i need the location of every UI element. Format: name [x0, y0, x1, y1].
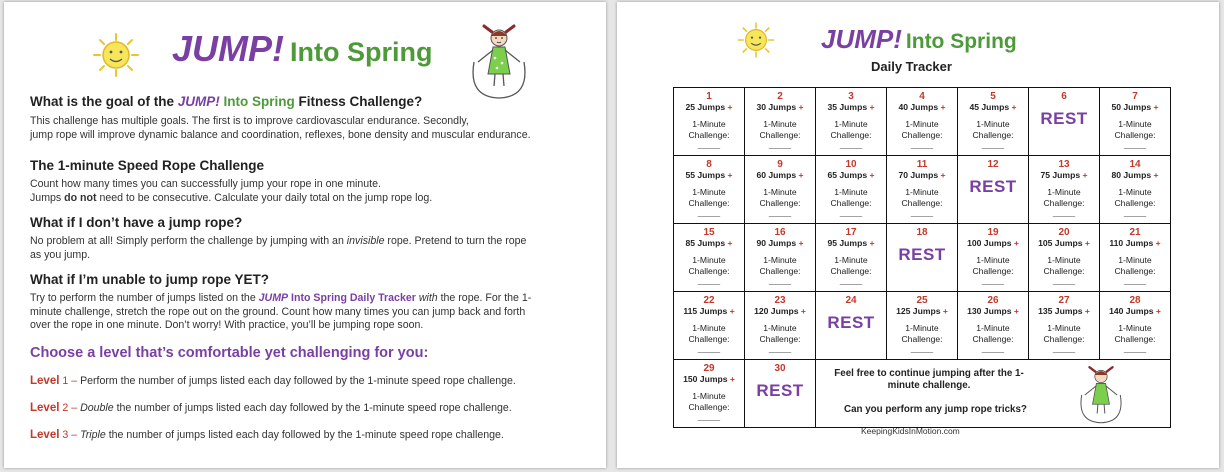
challenge-blank: _____ — [1052, 344, 1076, 353]
challenge-blank: _____ — [697, 140, 721, 149]
challenge-label-2: Challenge: — [830, 129, 872, 140]
final-note: Feel free to continue jumping after the 1-minute challenge. — [834, 368, 1024, 391]
day-cell — [674, 360, 745, 428]
jump-count-text: 150 Jumps — [683, 374, 728, 384]
day-number: 24 — [845, 295, 857, 306]
plus-sign: + — [869, 170, 875, 180]
challenge-label: 1-Minute — [692, 323, 726, 333]
challenge-label: 1-Minute — [1118, 119, 1152, 129]
challenge-label-2: Challenge: — [759, 129, 801, 140]
unable-line-3: over the rope in one minute. Don’t worry! With practice, you’ll be jumping rope soon. — [30, 319, 424, 331]
plus-sign: + — [942, 306, 948, 316]
challenge-label: 1-Minute — [834, 119, 868, 129]
day-number: 22 — [703, 295, 715, 306]
challenge-blank: _____ — [697, 208, 721, 217]
plus-sign: + — [727, 238, 733, 248]
challenge-label: 1-Minute — [763, 323, 797, 333]
challenge-blank: _____ — [1123, 344, 1147, 353]
challenge-label-2: Challenge: — [688, 333, 730, 344]
level-2 — [30, 402, 512, 414]
jump-count-text: 65 Jumps — [827, 170, 868, 180]
challenge-label-2: Challenge: — [759, 333, 801, 344]
plus-sign: + — [1155, 306, 1161, 316]
speed-heading: The 1-minute Speed Rope Challenge — [30, 158, 265, 173]
challenge-label: 1-Minute — [834, 187, 868, 197]
footer-website: KeepingKidsInMotion.com — [861, 426, 960, 436]
speed-line-2-a: Jumps — [30, 191, 65, 204]
jump-count-text: 120 Jumps — [754, 306, 799, 316]
day-cell — [674, 88, 745, 156]
challenge-blank: _____ — [1123, 140, 1147, 149]
challenge-label-2: Challenge: — [688, 129, 730, 140]
day-number: 29 — [703, 363, 715, 374]
day-number: 26 — [987, 295, 999, 306]
jump-count — [674, 306, 744, 317]
jump-count — [958, 238, 1028, 249]
sun-icon — [86, 32, 146, 78]
jump-count-text: 90 Jumps — [756, 238, 797, 248]
speed-line-2-b: need to be consecutive. Calculate your daily total on the jump rope log. — [96, 191, 433, 204]
day-number: 18 — [916, 227, 928, 238]
challenge-label-2: Challenge: — [1114, 265, 1156, 276]
tracker-week-row — [674, 360, 1171, 428]
jump-count-text: 40 Jumps — [898, 102, 939, 112]
challenge-label: 1-Minute — [763, 255, 797, 265]
challenge-label-2: Challenge: — [1043, 265, 1085, 276]
level-emphasis: Triple — [80, 429, 106, 441]
challenge-blank: _____ — [910, 140, 934, 149]
unable-line-1-italic: with — [418, 292, 438, 304]
tracker-week-row — [674, 224, 1171, 292]
plus-sign: + — [1153, 170, 1159, 180]
jump-count-text: 125 Jumps — [896, 306, 941, 316]
jump-count — [674, 374, 744, 385]
plus-sign: + — [1084, 306, 1090, 316]
level-number: 1 — [62, 375, 69, 387]
rest-label: REST — [969, 177, 1017, 196]
challenge-label: 1-Minute — [905, 187, 939, 197]
jump-count — [1100, 170, 1170, 181]
plus-sign: + — [798, 102, 804, 112]
challenge-blank: _____ — [1123, 276, 1147, 285]
day-cell — [816, 88, 887, 156]
day-number: 30 — [774, 363, 786, 374]
jump-count — [816, 170, 886, 181]
no-rope-line-1-italic: invisible — [346, 235, 385, 247]
plus-sign: + — [729, 306, 735, 316]
title-jump: JUMP! — [821, 24, 902, 54]
jump-count-text: 110 Jumps — [1109, 238, 1154, 248]
goal-heading-brand-jump: JUMP! — [177, 94, 220, 109]
challenge-blank: _____ — [697, 276, 721, 285]
level-separator: – — [68, 375, 81, 387]
plus-sign: + — [1084, 238, 1090, 248]
day-number: 14 — [1129, 159, 1141, 170]
jump-count — [674, 170, 744, 181]
challenge-label-2: Challenge: — [901, 333, 943, 344]
day-number: 11 — [916, 159, 928, 170]
jump-count — [1100, 306, 1170, 317]
jump-count — [816, 102, 886, 113]
level-3 — [30, 429, 504, 441]
no-rope-line-2: as you jump. — [30, 248, 91, 261]
day-number: 17 — [845, 227, 857, 238]
jump-count — [745, 238, 815, 249]
challenge-blank: _____ — [768, 276, 792, 285]
challenge-label-2: Challenge: — [1114, 333, 1156, 344]
plus-sign: + — [727, 102, 733, 112]
jump-count-text: 115 Jumps — [683, 306, 728, 316]
jump-count — [1029, 238, 1099, 249]
jump-count — [745, 306, 815, 317]
unable-brand-tracker: Into Spring Daily Tracker — [291, 292, 416, 304]
speed-line-1: Count how many times you can successfully jump your rope in one minute. — [30, 178, 381, 190]
plus-sign: + — [1011, 102, 1017, 112]
plus-sign: + — [869, 102, 875, 112]
tracker-subtitle: Daily Tracker — [871, 59, 952, 74]
day-number: 4 — [919, 91, 925, 102]
goal-heading-brand-spring: Into Spring — [223, 94, 295, 109]
challenge-label: 1-Minute — [692, 255, 726, 265]
title-into-spring: Into Spring — [905, 30, 1017, 53]
jump-count-text: 55 Jumps — [685, 170, 726, 180]
jump-count-text: 85 Jumps — [685, 238, 726, 248]
jump-count-text: 60 Jumps — [756, 170, 797, 180]
challenge-label-2: Challenge: — [688, 197, 730, 208]
day-cell — [745, 224, 816, 292]
level-emphasis: Double — [80, 402, 114, 414]
right-page — [617, 2, 1219, 468]
challenge-blank: _____ — [1052, 276, 1076, 285]
challenge-blank: _____ — [839, 140, 863, 149]
jump-count-text: 30 Jumps — [756, 102, 797, 112]
challenge-label-2: Challenge: — [1114, 197, 1156, 208]
day-cell — [674, 156, 745, 224]
page-title — [172, 28, 433, 70]
day-number: 6 — [1061, 91, 1067, 102]
level-text: the number of jumps listed each day followed by the 1-minute speed rope challenge. — [113, 402, 512, 414]
goal-heading-tail: Fitness Challenge? — [294, 94, 423, 109]
jump-count — [887, 306, 957, 317]
final-question: Can you perform any jump rope tricks? — [844, 404, 1027, 415]
challenge-label-2: Challenge: — [688, 401, 730, 412]
unable-line-1 — [30, 292, 590, 306]
challenge-label: 1-Minute — [976, 119, 1010, 129]
unable-line-2: minute challenge, stretch the rope out on the ground. Count how many times you can jump back and forth — [30, 305, 526, 318]
jump-count — [1029, 306, 1099, 317]
challenge-blank: _____ — [981, 276, 1005, 285]
day-number: 23 — [774, 295, 786, 306]
day-number: 16 — [774, 227, 786, 238]
challenge-label: 1-Minute — [763, 119, 797, 129]
rest-day-cell — [1029, 88, 1100, 156]
tracker-week-row — [674, 156, 1171, 224]
plus-sign: + — [1153, 102, 1159, 112]
jump-count-text: 95 Jumps — [827, 238, 868, 248]
day-cell — [1029, 292, 1100, 360]
unable-brand-jump: JUMP — [258, 292, 289, 304]
jump-count — [958, 102, 1028, 113]
rest-day-cell — [958, 156, 1029, 224]
challenge-blank: _____ — [697, 412, 721, 421]
plus-sign: + — [1155, 238, 1161, 248]
goal-heading-text: What is the goal of the — [30, 94, 178, 109]
rest-day-cell — [745, 360, 816, 428]
day-number: 28 — [1129, 295, 1141, 306]
rest-label: REST — [898, 245, 946, 264]
challenge-blank: _____ — [1123, 208, 1147, 217]
challenge-label-2: Challenge: — [759, 265, 801, 276]
plus-sign: + — [940, 102, 946, 112]
title-jump: JUMP! — [172, 28, 285, 69]
plus-sign: + — [798, 238, 804, 248]
rest-day-cell — [816, 292, 887, 360]
jump-count-text: 135 Jumps — [1038, 306, 1083, 316]
plus-sign: + — [1082, 170, 1088, 180]
challenge-blank: _____ — [981, 344, 1005, 353]
girl-jumping-rope-icon — [464, 22, 534, 102]
day-number: 13 — [1058, 159, 1070, 170]
challenge-label: 1-Minute — [834, 255, 868, 265]
challenge-label-2: Challenge: — [1043, 333, 1085, 344]
day-number: 7 — [1132, 91, 1138, 102]
jump-count-text: 45 Jumps — [969, 102, 1010, 112]
day-cell — [745, 88, 816, 156]
day-number: 25 — [916, 295, 928, 306]
day-cell — [816, 156, 887, 224]
no-rope-heading: What if I don’t have a jump rope? — [30, 215, 243, 230]
day-number: 10 — [845, 159, 857, 170]
day-cell — [1100, 224, 1171, 292]
challenge-blank: _____ — [697, 344, 721, 353]
challenge-label-2: Challenge: — [972, 129, 1014, 140]
challenge-label: 1-Minute — [905, 119, 939, 129]
goal-heading — [30, 94, 590, 109]
challenge-label: 1-Minute — [692, 119, 726, 129]
rest-label: REST — [827, 313, 875, 332]
final-note-cell — [816, 360, 1171, 428]
sun-icon — [732, 20, 780, 60]
level-label: Level — [30, 429, 60, 441]
level-text: Perform the number of jumps listed each day followed by the 1-minute speed rope challenge. — [80, 375, 516, 387]
plus-sign: + — [798, 170, 804, 180]
challenge-label-2: Challenge: — [1114, 129, 1156, 140]
challenge-label-2: Challenge: — [901, 129, 943, 140]
jump-count-text: 100 Jumps — [967, 238, 1012, 248]
jump-count — [1029, 170, 1099, 181]
jump-count-text: 105 Jumps — [1038, 238, 1083, 248]
challenge-label: 1-Minute — [976, 323, 1010, 333]
day-cell — [1100, 156, 1171, 224]
challenge-blank: _____ — [839, 208, 863, 217]
day-cell — [816, 224, 887, 292]
day-cell — [1029, 156, 1100, 224]
jump-count — [887, 102, 957, 113]
rest-day-cell — [887, 224, 958, 292]
day-cell — [887, 292, 958, 360]
day-number: 20 — [1058, 227, 1070, 238]
challenge-label-2: Challenge: — [688, 265, 730, 276]
jump-count-text: 70 Jumps — [898, 170, 939, 180]
day-number: 27 — [1058, 295, 1070, 306]
challenge-label: 1-Minute — [1047, 323, 1081, 333]
no-rope-section — [30, 215, 590, 262]
day-cell — [674, 224, 745, 292]
unable-heading: What if I’m unable to jump rope YET? — [30, 272, 270, 287]
plus-sign: + — [1013, 306, 1019, 316]
level-text: the number of jumps listed each day followed by the 1-minute speed rope challenge. — [105, 429, 504, 441]
challenge-blank: _____ — [768, 208, 792, 217]
goal-line-1: This challenge has multiple goals. The first is to improve cardiovascular endurance. Secondly, — [30, 115, 469, 127]
jump-count-text: 25 Jumps — [685, 102, 726, 112]
day-number: 15 — [703, 227, 715, 238]
day-cell — [674, 292, 745, 360]
jump-count-text: 50 Jumps — [1111, 102, 1152, 112]
speed-section — [30, 158, 590, 205]
challenge-label: 1-Minute — [905, 323, 939, 333]
tracker-week-row — [674, 292, 1171, 360]
speed-line-2-bold: do not — [64, 191, 97, 204]
challenge-label: 1-Minute — [692, 391, 726, 401]
level-label: Level — [30, 375, 60, 387]
jump-count — [816, 238, 886, 249]
day-cell — [1100, 88, 1171, 156]
unable-section — [30, 272, 590, 333]
challenge-label: 1-Minute — [1118, 187, 1152, 197]
challenge-label-2: Challenge: — [759, 197, 801, 208]
tracker-week-row — [674, 88, 1171, 156]
plus-sign: + — [729, 374, 735, 384]
challenge-blank: _____ — [768, 344, 792, 353]
speed-line-2 — [30, 192, 590, 206]
challenge-blank: _____ — [910, 208, 934, 217]
challenge-blank: _____ — [768, 140, 792, 149]
challenge-label-2: Challenge: — [830, 265, 872, 276]
plus-sign: + — [727, 170, 733, 180]
goal-line-2: jump rope will improve dynamic balance and coordination, reflexes, bone density and muscular endurance. — [30, 128, 531, 141]
level-1 — [30, 375, 516, 387]
level-label: Level — [30, 402, 60, 414]
level-number: 3 — [62, 429, 69, 441]
level-separator: – — [68, 429, 81, 441]
day-number: 21 — [1129, 227, 1141, 238]
day-number: 3 — [848, 91, 854, 102]
jump-count — [1100, 238, 1170, 249]
plus-sign: + — [800, 306, 806, 316]
jump-count — [745, 102, 815, 113]
day-number: 1 — [706, 91, 712, 102]
day-cell — [887, 156, 958, 224]
unable-line-1-a: Try to perform the number of jumps listed on the — [30, 292, 259, 304]
challenge-label-2: Challenge: — [830, 197, 872, 208]
no-rope-line-1 — [30, 235, 590, 249]
day-cell — [958, 292, 1029, 360]
day-cell — [745, 156, 816, 224]
challenge-label: 1-Minute — [1118, 255, 1152, 265]
daily-tracker-calendar — [673, 87, 1171, 428]
challenge-label: 1-Minute — [976, 255, 1010, 265]
day-number: 2 — [777, 91, 783, 102]
jump-count-text: 80 Jumps — [1111, 170, 1152, 180]
plus-sign: + — [940, 170, 946, 180]
day-number: 9 — [777, 159, 783, 170]
challenge-blank: _____ — [1052, 208, 1076, 217]
challenge-label: 1-Minute — [1047, 255, 1081, 265]
jump-count — [1100, 102, 1170, 113]
jump-count — [958, 306, 1028, 317]
challenge-label: 1-Minute — [763, 187, 797, 197]
challenge-blank: _____ — [839, 276, 863, 285]
jump-count-text: 35 Jumps — [827, 102, 868, 112]
plus-sign: + — [1013, 238, 1019, 248]
left-page — [4, 2, 606, 468]
challenge-blank: _____ — [910, 344, 934, 353]
tracker-title — [821, 24, 1017, 55]
no-rope-line-1-a: No problem at all! Simply perform the challenge by jumping with an — [30, 235, 347, 247]
no-rope-line-1-b: rope. Pretend to turn the rope — [384, 235, 527, 247]
jump-count-text: 140 Jumps — [1109, 306, 1154, 316]
challenge-label-2: Challenge: — [972, 333, 1014, 344]
challenge-label: 1-Minute — [692, 187, 726, 197]
challenge-label: 1-Minute — [1118, 323, 1152, 333]
level-number: 2 — [62, 402, 69, 414]
jump-count — [745, 170, 815, 181]
choose-level-heading: Choose a level that’s comfortable yet challenging for you: — [30, 345, 429, 361]
rest-label: REST — [756, 381, 804, 400]
day-cell — [1029, 224, 1100, 292]
jump-count-text: 130 Jumps — [967, 306, 1012, 316]
jump-count-text: 75 Jumps — [1040, 170, 1081, 180]
day-number: 19 — [987, 227, 999, 238]
day-cell — [1100, 292, 1171, 360]
challenge-label-2: Challenge: — [901, 197, 943, 208]
title-into-spring: Into Spring — [290, 37, 433, 67]
challenge-label-2: Challenge: — [1043, 197, 1085, 208]
day-number: 8 — [706, 159, 712, 170]
challenge-label: 1-Minute — [1047, 187, 1081, 197]
plus-sign: + — [869, 238, 875, 248]
challenge-label-2: Challenge: — [972, 265, 1014, 276]
unable-line-1-b: the rope. For the 1- — [437, 292, 532, 304]
girl-jumping-rope-icon — [1074, 364, 1128, 426]
day-cell — [958, 224, 1029, 292]
day-number: 5 — [990, 91, 996, 102]
rest-label: REST — [1040, 109, 1088, 128]
goal-section — [30, 94, 590, 142]
jump-count — [674, 238, 744, 249]
jump-count — [674, 102, 744, 113]
day-cell — [887, 88, 958, 156]
day-cell — [958, 88, 1029, 156]
day-cell — [745, 292, 816, 360]
jump-count — [887, 170, 957, 181]
day-number: 12 — [987, 159, 999, 170]
challenge-blank: _____ — [981, 140, 1005, 149]
level-separator: – — [68, 402, 81, 414]
